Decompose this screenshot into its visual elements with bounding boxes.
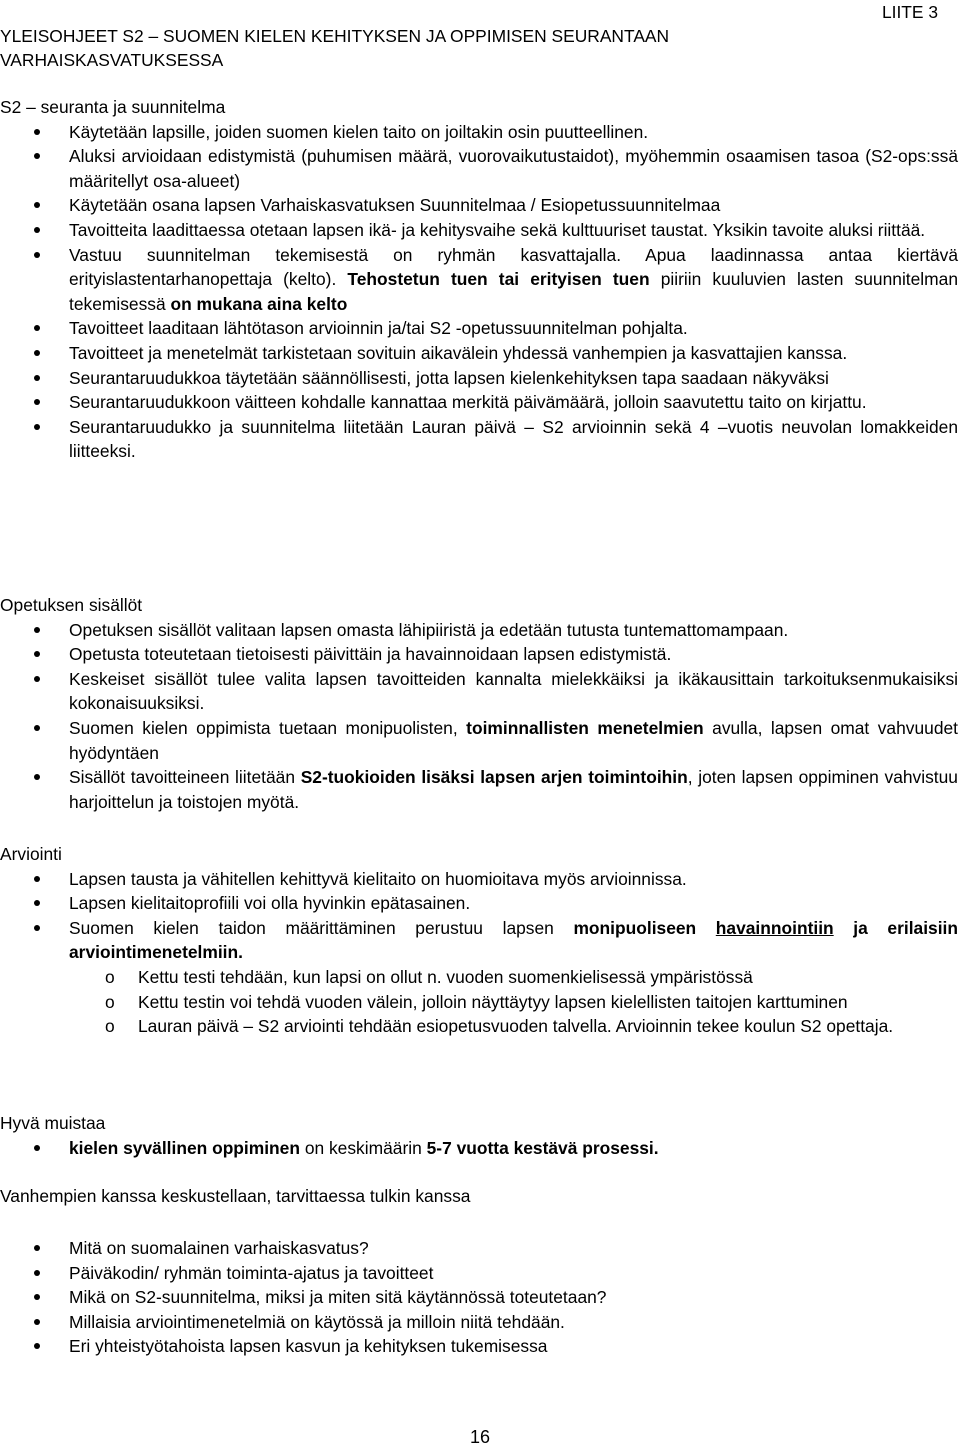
- list-item: Opetuksen sisällöt valitaan lapsen omasta lähipiiristä ja edetään tutusta tuntemattomampaan.: [0, 618, 958, 643]
- bullet-list: [0, 120, 958, 464]
- list-item: Tavoitteet ja menetelmät tarkistetaan sovituin aikavälein yhdessä vanhempien ja kasvattajien kanssa.: [0, 341, 958, 366]
- list-item: Lapsen kielitaitoprofiili voi olla hyvinkin epätasainen.: [0, 891, 958, 916]
- appendix-label: LIITE 3: [881, 2, 938, 22]
- title-line-2: VARHAISKASVATUKSESSA: [0, 50, 224, 70]
- bullet-list: [0, 867, 958, 965]
- text: Suomen kielen oppimista tuetaan monipuolisten,: [69, 717, 467, 738]
- list-item: Tavoitteita laadittaessa otetaan lapsen ikä- ja kehitysvaihe sekä kulttuuriset taustat. Yksikin tavoite aluksi riittää.: [0, 218, 958, 243]
- sub-list-item: o Lauran päivä – S2 arviointi tehdään esiopetusvuoden talvella. Arvioinnin tekee koulun S2 opettaja.: [0, 1014, 958, 1039]
- section-opetuksen-sisallot: [0, 593, 958, 814]
- section-hyva-muistaa: [0, 1111, 958, 1160]
- section-heading: Vanhempien kanssa keskustellaan, tarvittaessa tulkin kanssa: [0, 1186, 471, 1206]
- section-heading: Arviointi: [0, 844, 62, 864]
- list-item: Mitä on suomalainen varhaiskasvatus?: [0, 1236, 958, 1261]
- section-seuranta: [0, 95, 958, 464]
- list-item: Keskeiset sisällöt tulee valita lapsen tavoitteiden kannalta mielekkäiksi ja ikäkausittain tarkoituksenmukaisiksi kokonaisuuksiksi.: [0, 667, 958, 716]
- sub-list: [0, 965, 958, 1039]
- list-item: Lapsen tausta ja vähitellen kehittyvä kielitaito on huomioitava myös arvioinnissa.: [0, 867, 958, 892]
- bold-text: 5-7 vuotta kestävä prosessi.: [426, 1137, 659, 1158]
- list-item: Seurantaruudukko ja suunnitelma liitetään Lauran päivä – S2 arvioinnin sekä 4 –vuotis neuvolan lomakkeiden liitteeksi.: [0, 415, 958, 464]
- list-item: Päiväkodin/ ryhmän toiminta-ajatus ja tavoitteet: [0, 1261, 958, 1286]
- text: on keskimäärin: [299, 1137, 427, 1158]
- bold-text: toiminnallisten menetelmien: [466, 717, 704, 738]
- list-item: Seurantaruudukkoon väitteen kohdalle kannattaa merkitä päivämäärä, jolloin saavutettu taito on kirjattu.: [0, 390, 958, 415]
- bold-text: S2-tuokioiden lisäksi lapsen arjen toimintoihin: [300, 767, 688, 788]
- page-number: 16: [469, 1427, 491, 1447]
- section-vanhempien-kanssa: [0, 1184, 958, 1209]
- list-item: Tavoitteet laaditaan lähtötason arvioinnin ja/tai S2 -opetussuunnitelman pohjalta.: [0, 316, 958, 341]
- bold-text: monipuoliseen: [573, 917, 697, 938]
- list-item: Eri yhteistyötahoista lapsen kasvun ja kehityksen tukemisessa: [0, 1334, 958, 1359]
- section-heading: Opetuksen sisällöt: [0, 595, 143, 615]
- text: Suomen kielen taidon määrittäminen perustuu lapsen: [69, 917, 574, 938]
- bold-text: on mukana aina kelto: [170, 293, 348, 314]
- list-item: [0, 916, 958, 965]
- bold-underline-text: [716, 918, 834, 938]
- bold-text: kielen syvällinen oppiminen: [69, 1137, 300, 1158]
- list-item: [0, 243, 958, 317]
- bullet-list: [0, 618, 958, 815]
- text: Vastuu suunnitelman tekemisestä on ryhmän kasvattajalla. Apua laadinnassa antaa kiertävä erityislastentarhanopettaja (kelto).: [69, 244, 958, 290]
- text: , joten lapsen oppiminen vahvistuu harjoittelun ja toistojen myötä.: [69, 767, 958, 812]
- list-item: Opetusta toteutetaan tietoisesti päivittäin ja havainnoidaan lapsen edistymistä.: [0, 642, 958, 667]
- list-item: Mikä on S2-suunnitelma, miksi ja miten sitä käytännössä toteutetaan?: [0, 1285, 958, 1310]
- title-line-1: YLEISOHJEET S2 – SUOMEN KIELEN KEHITYKSEN JA OPPIMISEN SEURANTAAN: [0, 26, 670, 46]
- section-vanhempien-list: [0, 1236, 958, 1359]
- list-item: Millaisia arviointimenetelmiä on käytössä ja milloin niitä tehdään.: [0, 1310, 958, 1335]
- list-item: Käytetään lapsille, joiden suomen kielen taito on joiltakin osin puutteellinen.: [0, 120, 958, 145]
- document-title: [0, 24, 820, 72]
- bold-text: Tehostetun tuen tai erityisen tuen: [347, 269, 650, 290]
- section-arviointi: [0, 842, 958, 1039]
- section-heading: S2 – seuranta ja suunnitelma: [0, 97, 226, 117]
- list-item: Aluksi arvioidaan edistymistä (puhumisen määrä, vuorovaikutustaidot), myöhemmin osaamisen tasoa (S2-ops:ssä määritellyt osa-alueet): [0, 144, 958, 193]
- list-item: Käytetään osana lapsen Varhaiskasvatuksen Suunnitelmaa / Esiopetussuunnitelmaa: [0, 193, 958, 218]
- list-item: [0, 716, 958, 765]
- text: Sisällöt tavoitteineen liitetään: [69, 767, 301, 788]
- bullet-list: [0, 1236, 958, 1359]
- underlined-text: havainnointiin: [715, 917, 834, 938]
- list-item: [0, 1136, 958, 1161]
- section-heading: Hyvä muistaa: [0, 1113, 106, 1133]
- text: piiriin kuuluvien lasten suunnitelman tekemisessä: [69, 269, 959, 314]
- list-item: Seurantaruudukkoa täytetään säännöllisesti, jotta lapsen kielenkehityksen tapa saadaan näkyväksi: [0, 366, 958, 391]
- sub-list-item: o Kettu testin voi tehdä vuoden välein, jolloin näyttäytyy lapsen kielellisten taitojen karttuminen: [0, 990, 958, 1015]
- bold-text: ja erilaisiin arviointimenetelmiin.: [69, 917, 958, 963]
- sub-list-item: o Kettu testi tehdään, kun lapsi on ollut n. vuoden suomenkielisessä ympäristössä: [0, 965, 958, 990]
- bullet-list: [0, 1136, 958, 1161]
- list-item: [0, 765, 958, 814]
- text: avulla, lapsen omat vahvuudet hyödyntäen: [69, 717, 958, 763]
